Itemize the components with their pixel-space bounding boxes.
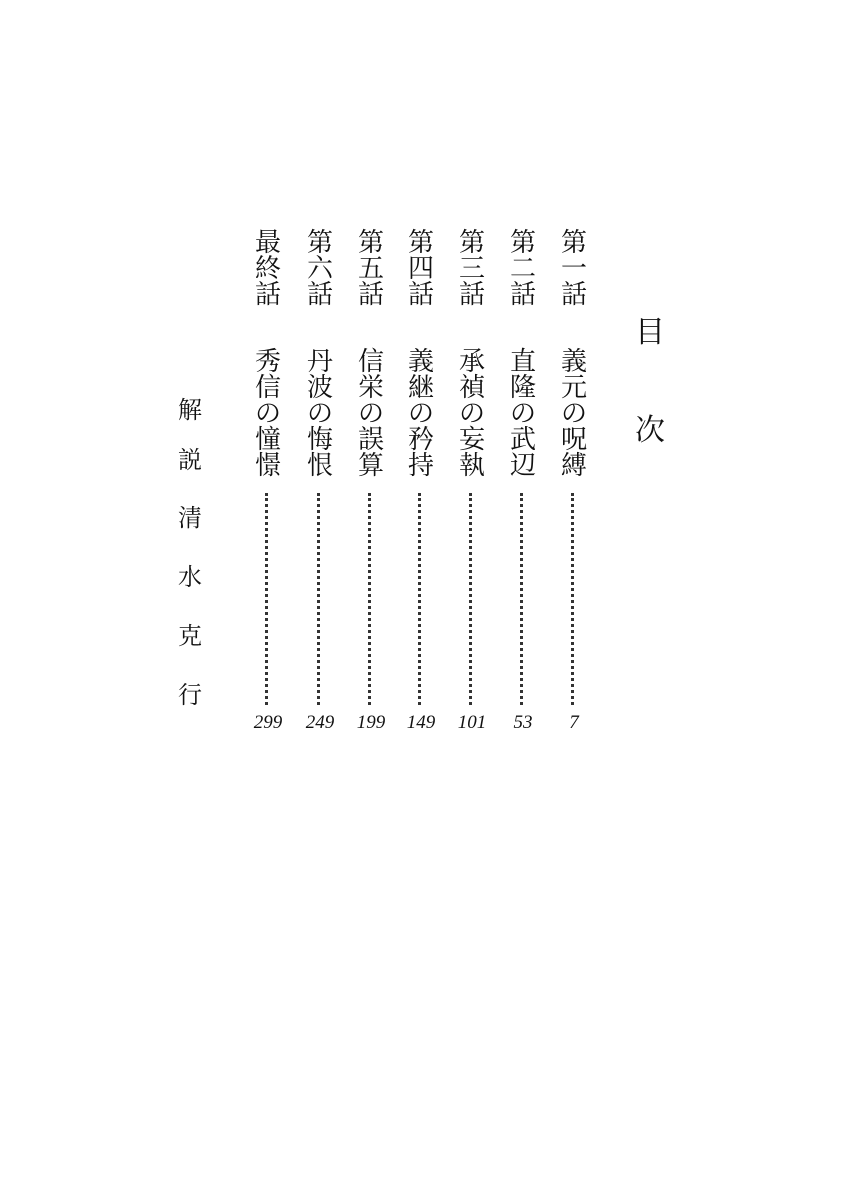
- toc-entry[interactable]: [351, 230, 391, 705]
- chapter-number: 第六話: [307, 228, 334, 310]
- toc-entry[interactable]: [248, 230, 288, 705]
- dot-leader: [571, 493, 578, 705]
- toc-title-char: 目: [635, 315, 665, 350]
- dot-leader: [520, 493, 527, 705]
- toc-title-char: 次: [635, 413, 665, 448]
- page-number: 199: [356, 712, 386, 733]
- toc-entry[interactable]: [300, 230, 340, 705]
- dot-leader: [317, 493, 324, 705]
- page-number: 7: [569, 712, 579, 733]
- page-number: 299: [253, 712, 283, 733]
- toc-entry[interactable]: [452, 230, 492, 705]
- page-number: 149: [406, 712, 436, 733]
- chapter-number: 第一話: [561, 228, 588, 310]
- toc-entry[interactable]: [401, 230, 441, 705]
- chapter-number: 最終話: [255, 228, 282, 310]
- dot-leader: [469, 493, 476, 705]
- author-char: 克: [178, 622, 202, 650]
- dot-leader: [368, 493, 375, 705]
- chapter-title: 義元の呪縛: [561, 347, 588, 481]
- commentary-label-char: 解: [178, 396, 202, 424]
- chapter-title: 承禎の妄執: [459, 347, 486, 481]
- toc-entry[interactable]: [554, 230, 594, 705]
- page-number: 249: [305, 712, 335, 733]
- dot-leader: [265, 493, 272, 705]
- commentary-author: [170, 506, 210, 707]
- chapter-title: 信栄の誤算: [358, 347, 385, 481]
- chapter-number: 第五話: [358, 228, 385, 310]
- commentary-label: [170, 398, 210, 472]
- commentary-label-char: 説: [178, 446, 202, 474]
- chapter-number: 第二話: [510, 228, 537, 310]
- chapter-number: 第三話: [459, 228, 486, 310]
- chapter-title: 丹波の悔恨: [307, 347, 334, 481]
- chapter-title: 秀信の憧憬: [255, 347, 282, 481]
- toc-entry[interactable]: [503, 230, 543, 705]
- author-char: 行: [178, 681, 202, 709]
- dot-leader: [418, 493, 425, 705]
- author-char: 清: [178, 504, 202, 532]
- author-char: 水: [178, 563, 202, 591]
- chapter-title: 直隆の武辺: [510, 347, 537, 481]
- commentary-entry[interactable]: [170, 398, 210, 742]
- page-number: 101: [457, 712, 487, 733]
- page-number: 53: [513, 712, 533, 733]
- toc-title: [630, 315, 670, 514]
- chapter-number: 第四話: [408, 228, 435, 310]
- chapter-title: 義継の矜持: [408, 347, 435, 481]
